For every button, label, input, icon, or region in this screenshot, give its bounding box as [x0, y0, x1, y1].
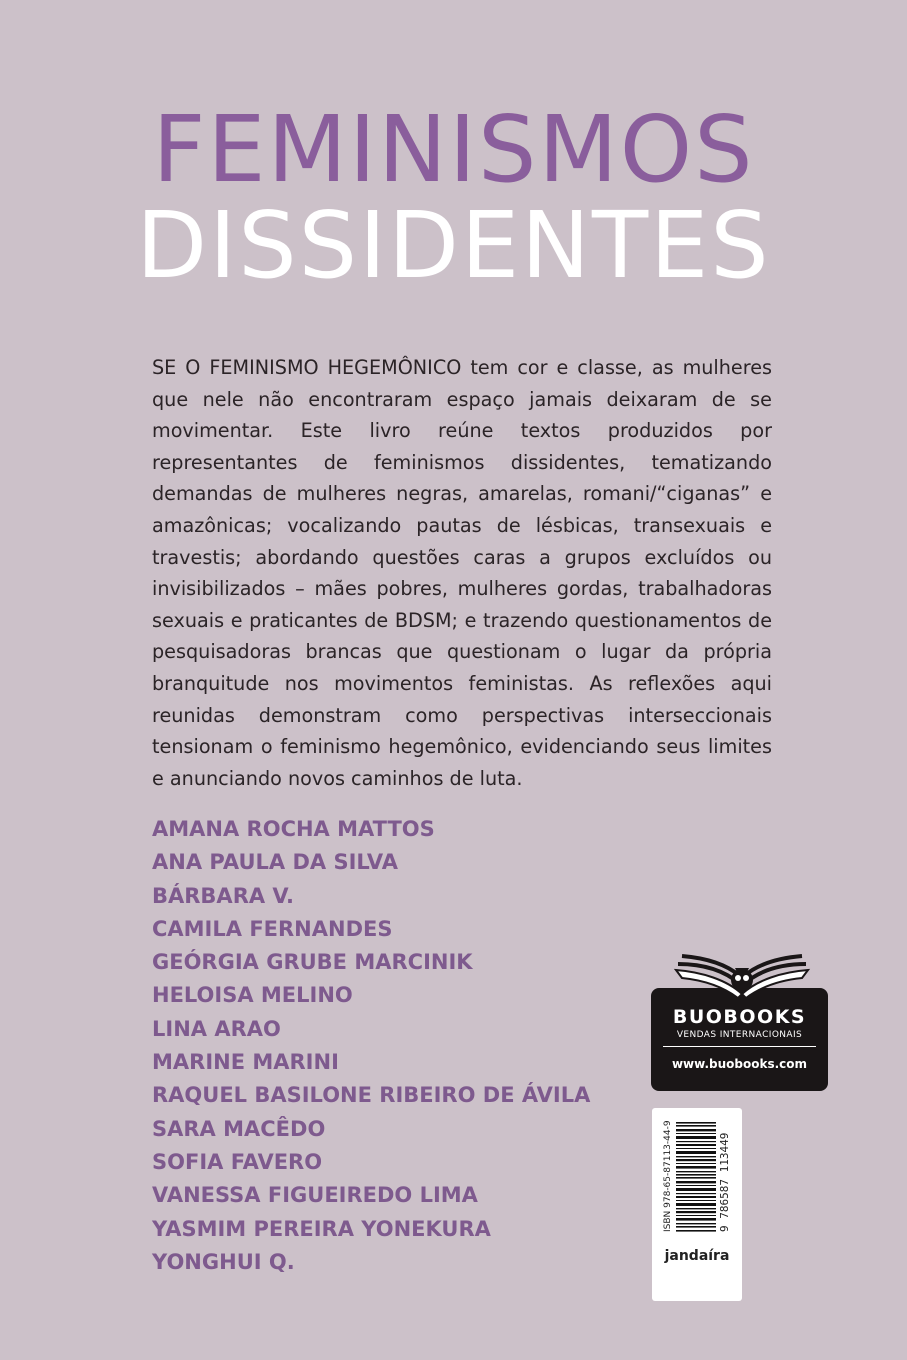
cover-title-line1: FEMINISMOS [152, 96, 755, 203]
author-name: YASMIM PEREIRA YONEKURA [152, 1216, 491, 1241]
back-cover-blurb [152, 352, 772, 794]
author-name: BÁRBARA V. [152, 883, 294, 908]
buobooks-divider [663, 1046, 816, 1047]
blurb-text: tem cor e classe, as mulheres que nele não encontraram espaço jamais deixaram de se movimentar. Este livro reúne textos produzidos por representantes de feminismos dissidentes, tematizando demandas de mulheres negras, amarelas, romani/“ciganas” e amazônicas; vocalizando pautas de lésbicas, transexuais e travestis; abordando questões caras a grupos excluídos ou invisibilizados – mães pobres, mulheres gordas, trabalhadoras sexuais e praticantes de BDSM; e trazendo questionamentos de pesquisadoras brancas que questionam o lugar da própria branquitude nos movimentos feministas. As reflexões aqui reunidas demonstram como perspectivas interseccionais tensionam o feminismo hegemônico, evidenciando seus limites e anunciando novos caminhos de luta. [152, 356, 772, 790]
publisher-logo: jandaíra [664, 1248, 730, 1264]
buobooks-url: www.buobooks.com [671, 1057, 808, 1071]
author-name: LINA ARAO [152, 1016, 281, 1041]
author-list [152, 813, 590, 1279]
author-name: SARA MACÊDO [152, 1116, 326, 1141]
cover-title-line2: DISSIDENTES [136, 192, 771, 299]
buobooks-badge [651, 988, 828, 1091]
buobooks-name: BUOBOOKS [672, 1006, 807, 1028]
author-name: MARINE MARINI [152, 1050, 339, 1075]
isbn-digits: 9 786587 113449 [718, 1132, 731, 1232]
barcode-icon [676, 1122, 716, 1232]
author-name: AMANA ROCHA MATTOS [152, 817, 435, 841]
author-name: ANA PAULA DA SILVA [152, 850, 398, 875]
author-name: SOFIA FAVERO [152, 1149, 323, 1174]
author-name: YONGHUI Q. [152, 1249, 295, 1274]
author-name: GEÓRGIA GRUBE MARCINIK [152, 950, 473, 975]
buobooks-tagline: VENDAS INTERNACIONAIS [676, 1030, 803, 1040]
isbn-barcode-block [652, 1108, 742, 1301]
owl-book-icon [672, 950, 812, 1002]
author-name: CAMILA FERNANDES [152, 916, 393, 941]
author-name: VANESSA FIGUEIREDO LIMA [152, 1183, 478, 1208]
blurb-lead: SE O FEMINISMO HEGEMÔNICO [152, 356, 462, 379]
author-name: HELOISA MELINO [152, 983, 353, 1008]
author-name: RAQUEL BASILONE RIBEIRO DE ÁVILA [152, 1083, 591, 1108]
isbn-label: ISBN 978-65-87113-44-9 [663, 1120, 673, 1232]
